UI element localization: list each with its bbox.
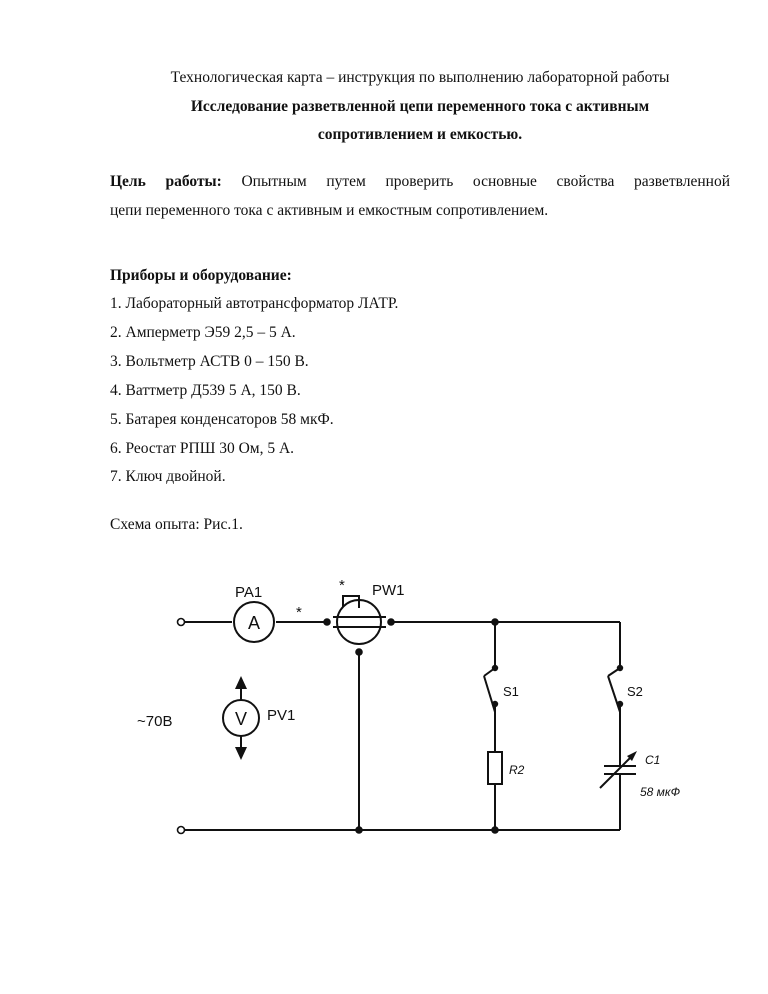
equipment-item: 4. Ваттметр Д539 5 А, 150 В. bbox=[110, 382, 301, 399]
goal-label: Цель работы: bbox=[110, 173, 222, 190]
junction-dot bbox=[355, 826, 363, 834]
label-s1: S1 bbox=[503, 684, 519, 699]
star-mark-ammeter: * bbox=[296, 604, 302, 621]
arrow-up-icon bbox=[235, 676, 247, 689]
junction-dot bbox=[355, 648, 363, 656]
label-pa1: PA1 bbox=[235, 584, 263, 601]
goal-paragraph-line1 bbox=[110, 172, 730, 192]
junction-dot bbox=[323, 618, 331, 626]
junction-dot bbox=[617, 701, 623, 707]
equipment-item: 3. Вольтметр АСТВ 0 – 150 В. bbox=[110, 353, 309, 370]
label-supply-voltage: ~70В bbox=[137, 713, 173, 730]
equipment-item: 6. Реостат РПШ 30 Ом, 5 А. bbox=[110, 440, 295, 457]
goal-text-line2: цепи переменного тока с активным и емкостным сопротивлением. bbox=[110, 202, 549, 219]
junction-dot bbox=[491, 826, 499, 834]
equipment-item: 2. Амперметр Э59 2,5 – 5 А. bbox=[110, 324, 296, 341]
arrow-down-icon bbox=[235, 747, 247, 760]
label-c1-value: 58 мкФ bbox=[640, 785, 681, 799]
label-r2: R2 bbox=[509, 763, 525, 777]
resistor-r2 bbox=[488, 752, 502, 784]
junction-dot bbox=[617, 665, 623, 671]
junction-dot bbox=[491, 618, 499, 626]
label-s2: S2 bbox=[627, 684, 643, 699]
junction-dot bbox=[387, 618, 395, 626]
goal-text-line1: Опытным путем проверить основные свойства разветвленной bbox=[221, 173, 730, 190]
label-pv1: PV1 bbox=[267, 707, 296, 724]
voltmeter-symbol: V bbox=[234, 709, 248, 729]
terminal-top bbox=[178, 619, 185, 626]
label-pw1: PW1 bbox=[372, 582, 405, 599]
capacitor-c1-variable-arrow bbox=[600, 754, 634, 788]
document-header: Технологическая карта – инструкция по выполнению лабораторной работы bbox=[170, 69, 670, 86]
circuit-schematic bbox=[0, 560, 768, 860]
junction-dot bbox=[492, 701, 498, 707]
junction-dot bbox=[492, 665, 498, 671]
label-c1: C1 bbox=[645, 753, 661, 767]
document-title-line2: сопротивлением и емкостью. bbox=[317, 126, 523, 143]
document-title-line1: Исследование разветвленной цепи переменного тока с активным bbox=[190, 98, 650, 115]
equipment-item: 5. Батарея конденсаторов 58 мкФ. bbox=[110, 411, 334, 428]
ammeter-symbol: A bbox=[247, 613, 261, 633]
equipment-item: 7. Ключ двойной. bbox=[110, 468, 226, 485]
terminal-bottom bbox=[178, 827, 185, 834]
equipment-item: 1. Лабораторный автотрансформатор ЛАТР. bbox=[110, 295, 399, 312]
star-mark-wattmeter: * bbox=[339, 577, 345, 594]
equipment-heading: Приборы и оборудование: bbox=[110, 267, 292, 284]
scheme-caption: Схема опыта: Рис.1. bbox=[110, 516, 243, 533]
